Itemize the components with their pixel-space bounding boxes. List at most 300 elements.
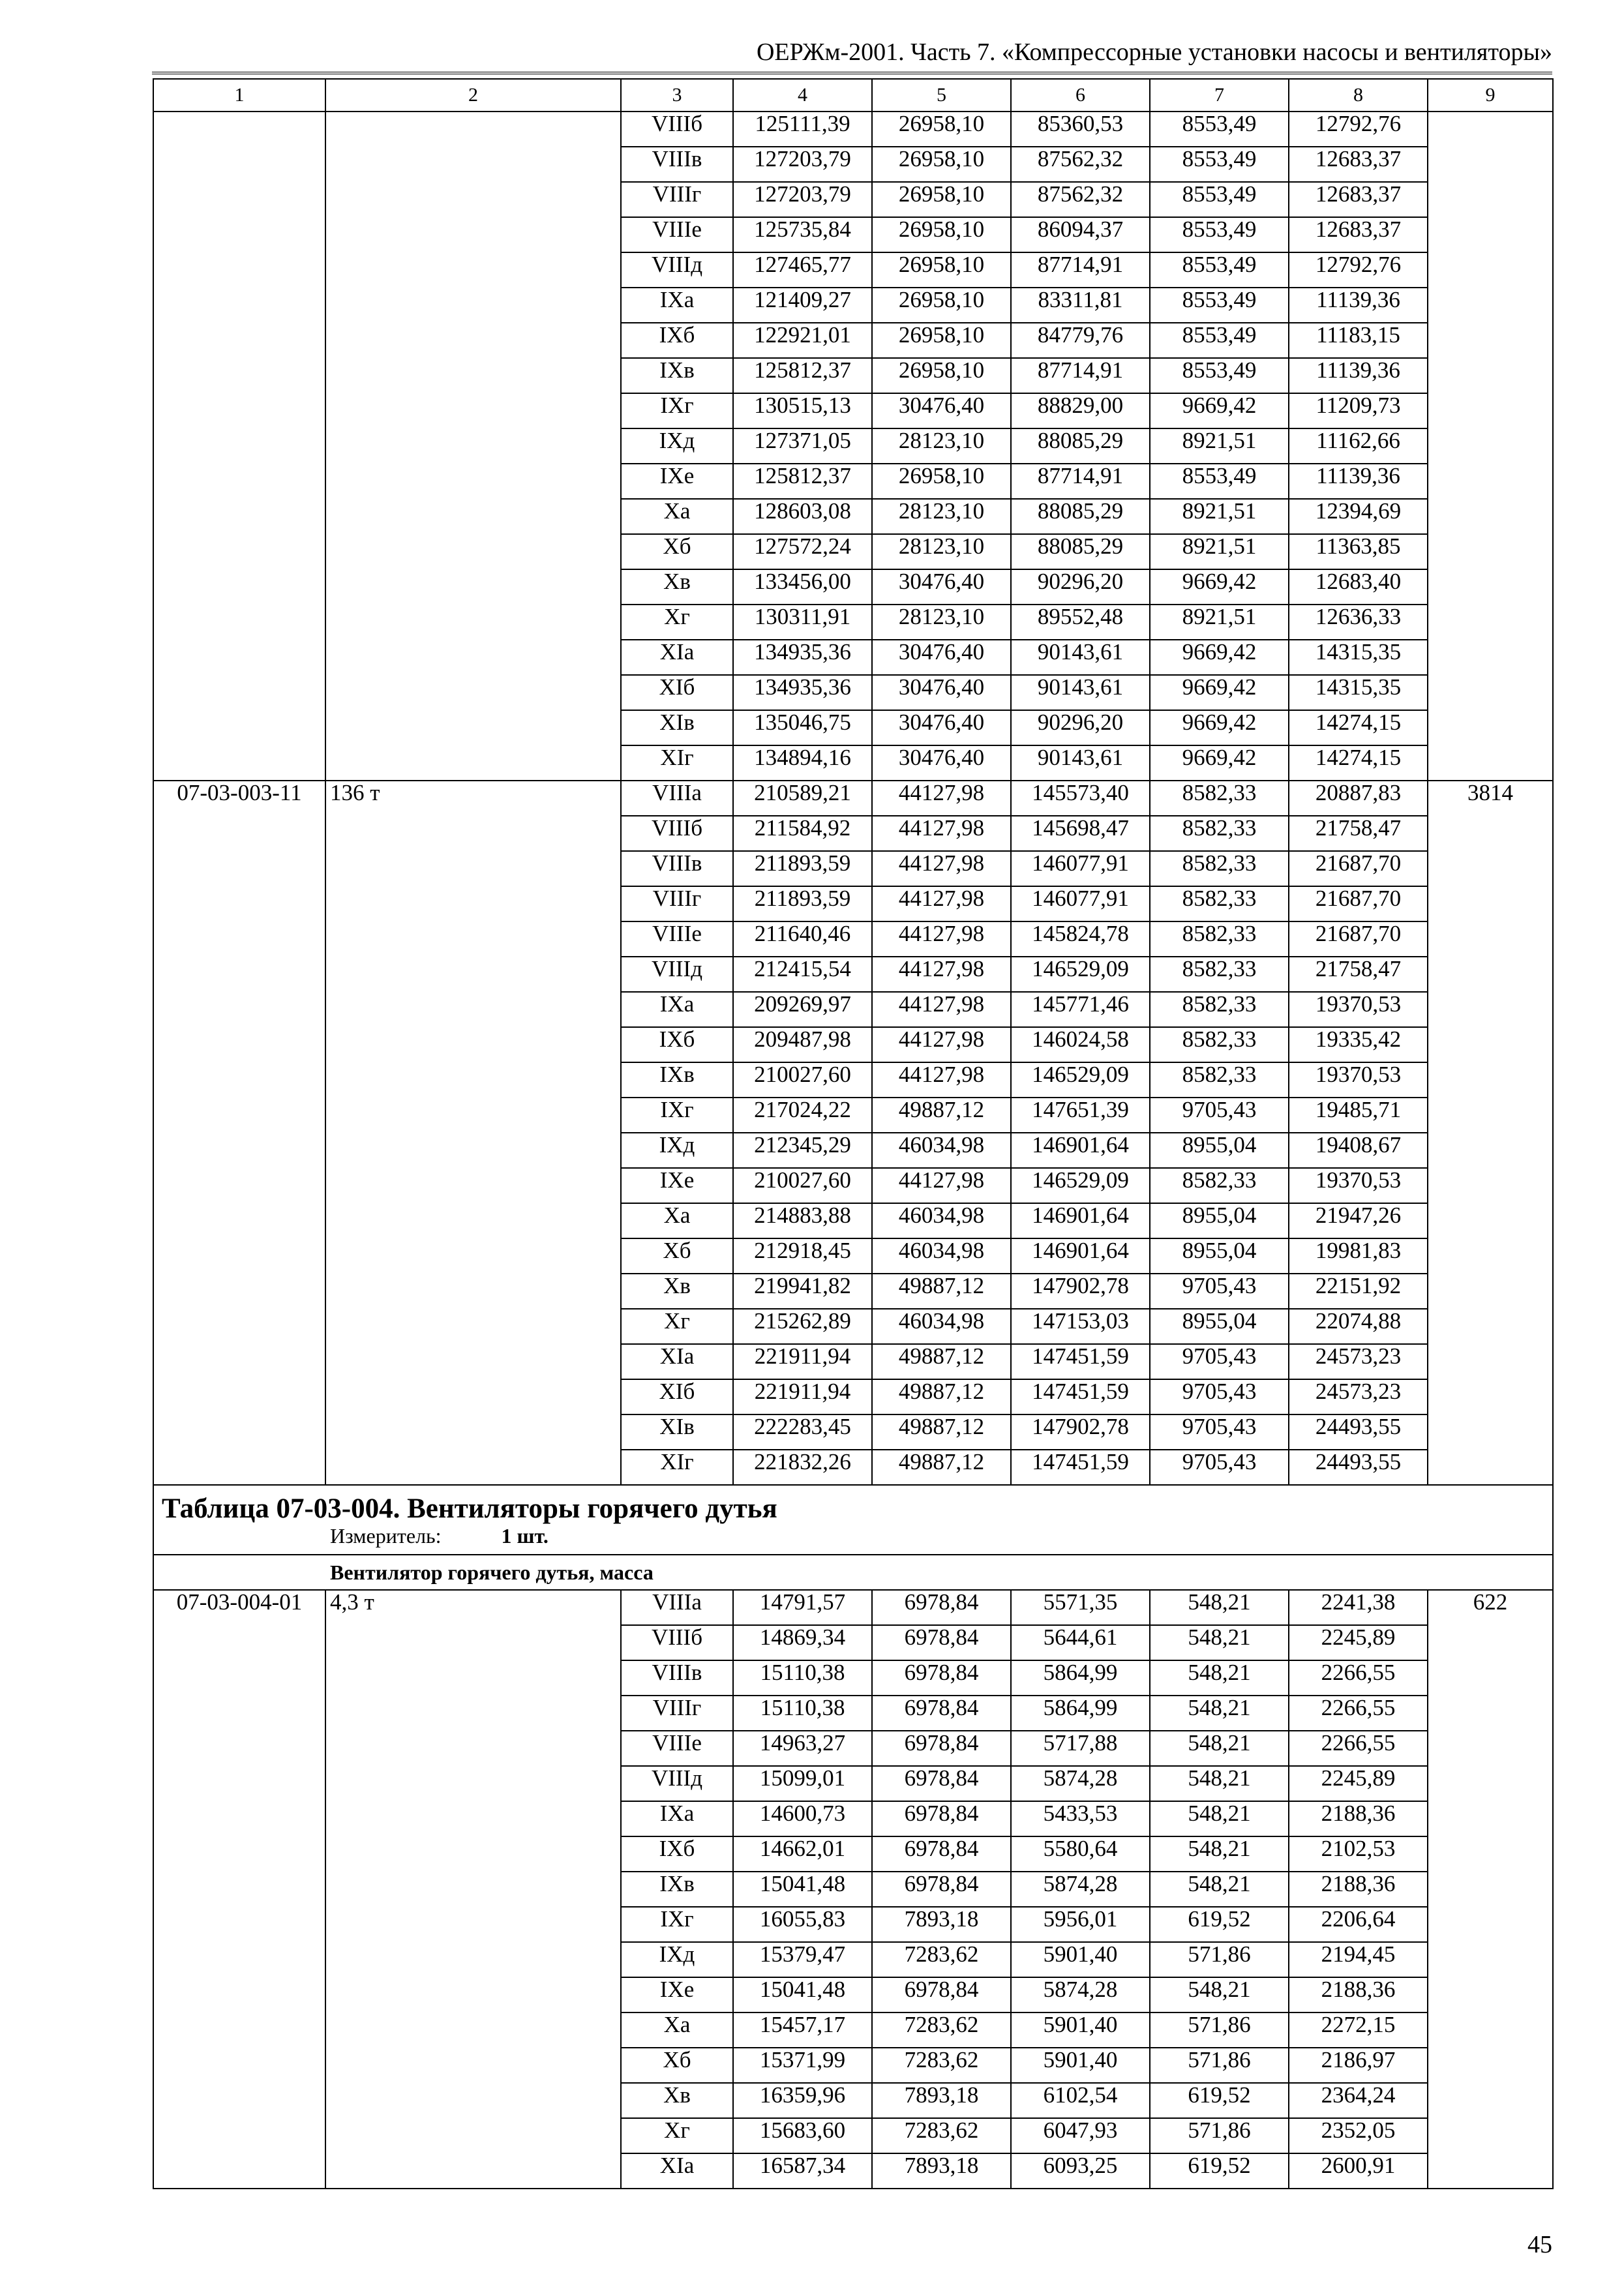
wages: 7893,18 [872,2083,1011,2118]
zone: VIIIа [621,781,733,816]
direct-cost: 211893,59 [733,851,872,886]
materials: 11363,85 [1289,534,1428,569]
materials: 2206,64 [1289,1907,1428,1942]
wages: 28123,10 [872,605,1011,640]
table-title-row [153,1485,1553,1555]
machinist-wages: 9669,42 [1150,710,1289,745]
zone: VIIIб [621,112,733,147]
table-row [153,781,1553,816]
materials: 21758,47 [1289,816,1428,851]
wages: 46034,98 [872,1309,1011,1344]
direct-cost: 133456,00 [733,569,872,605]
materials: 11139,36 [1289,464,1428,499]
machine-operation: 87714,91 [1011,464,1150,499]
machinist-wages: 8582,33 [1150,1027,1289,1062]
zone: Xб [621,534,733,569]
machine-operation: 147902,78 [1011,1414,1150,1450]
zone: IXд [621,428,733,464]
zone: IXа [621,288,733,323]
direct-cost: 135046,75 [733,710,872,745]
wages: 26958,10 [872,182,1011,217]
materials: 21687,70 [1289,921,1428,957]
machine-operation: 5864,99 [1011,1696,1150,1731]
materials: 2102,53 [1289,1836,1428,1872]
machinist-wages: 571,86 [1150,2118,1289,2153]
wages: 6978,84 [872,1836,1011,1872]
wages: 49887,12 [872,1450,1011,1485]
direct-cost: 125111,39 [733,112,872,147]
zone: IXе [621,1977,733,2012]
wages: 6978,84 [872,1696,1011,1731]
machine-operation: 87714,91 [1011,358,1150,393]
materials: 21687,70 [1289,886,1428,921]
machine-operation: 146077,91 [1011,886,1150,921]
zone: VIIIб [621,1625,733,1660]
direct-cost: 210589,21 [733,781,872,816]
wages: 44127,98 [872,886,1011,921]
wages: 30476,40 [872,640,1011,675]
wages: 7283,62 [872,2012,1011,2048]
machinist-wages: 8553,49 [1150,112,1289,147]
wages: 44127,98 [872,1168,1011,1203]
materials: 11139,36 [1289,358,1428,393]
direct-cost: 214883,88 [733,1203,872,1238]
wages: 7283,62 [872,1942,1011,1977]
zone: Xг [621,605,733,640]
materials: 24573,23 [1289,1344,1428,1379]
materials: 22151,92 [1289,1274,1428,1309]
machinist-wages: 548,21 [1150,1872,1289,1907]
materials: 2266,55 [1289,1731,1428,1766]
materials: 11209,73 [1289,393,1428,428]
subheader-row [153,1555,1553,1590]
machinist-wages: 8582,33 [1150,1062,1289,1098]
direct-cost: 127572,24 [733,534,872,569]
direct-cost: 15371,99 [733,2048,872,2083]
materials: 24573,23 [1289,1379,1428,1414]
machinist-wages: 619,52 [1150,2153,1289,2189]
materials: 24493,55 [1289,1414,1428,1450]
zone: VIIIе [621,217,733,252]
wages: 26958,10 [872,217,1011,252]
wages: 7283,62 [872,2118,1011,2153]
wages: 26958,10 [872,147,1011,182]
wages: 26958,10 [872,112,1011,147]
wages: 6978,84 [872,1801,1011,1836]
direct-cost: 125812,37 [733,464,872,499]
materials: 2194,45 [1289,1942,1428,1977]
machinist-wages: 9669,42 [1150,745,1289,781]
wages: 6978,84 [872,1766,1011,1801]
direct-cost: 127465,77 [733,252,872,288]
machine-operation: 5571,35 [1011,1590,1150,1625]
machine-operation: 90143,61 [1011,745,1150,781]
machinist-wages: 8955,04 [1150,1238,1289,1274]
table-row [153,112,1553,147]
materials: 14315,35 [1289,640,1428,675]
item-name: 4,3 т [325,1590,621,2189]
machine-operation: 146077,91 [1011,851,1150,886]
zone: IXг [621,1907,733,1942]
machine-operation: 146901,64 [1011,1238,1150,1274]
machinist-wages: 8553,49 [1150,252,1289,288]
materials: 20887,83 [1289,781,1428,816]
machinist-wages: 548,21 [1150,1731,1289,1766]
direct-cost: 221832,26 [733,1450,872,1485]
wages: 44127,98 [872,1027,1011,1062]
zone: VIIIг [621,182,733,217]
wages: 6978,84 [872,1590,1011,1625]
materials: 12792,76 [1289,252,1428,288]
machinist-wages: 8955,04 [1150,1309,1289,1344]
machine-operation: 88085,29 [1011,534,1150,569]
machine-operation: 88829,00 [1011,393,1150,428]
direct-cost: 221911,94 [733,1379,872,1414]
zone: Xа [621,499,733,534]
table-title: Таблица 07-03-004. Вентиляторы горячего дутья [162,1493,777,1524]
machine-operation: 6102,54 [1011,2083,1150,2118]
materials: 19335,42 [1289,1027,1428,1062]
machinist-wages: 9705,43 [1150,1379,1289,1414]
page-number: 45 [1527,2231,1552,2258]
wages: 30476,40 [872,393,1011,428]
zone: VIIIг [621,1696,733,1731]
direct-cost: 212345,29 [733,1133,872,1168]
measure-unit: 1 шт. [501,1524,549,1548]
zone: VIIIв [621,851,733,886]
machine-operation: 88085,29 [1011,499,1150,534]
machine-operation: 146901,64 [1011,1203,1150,1238]
materials: 2600,91 [1289,2153,1428,2189]
machinist-wages: 8553,49 [1150,323,1289,358]
zone: Xа [621,1203,733,1238]
direct-cost: 212918,45 [733,1238,872,1274]
machinist-wages: 548,21 [1150,1696,1289,1731]
zone: IXа [621,992,733,1027]
direct-cost: 16055,83 [733,1907,872,1942]
wages: 28123,10 [872,499,1011,534]
column-numbers-row [153,79,1553,112]
direct-cost: 15457,17 [733,2012,872,2048]
zone: XIб [621,675,733,710]
machine-operation: 146529,09 [1011,957,1150,992]
materials: 2245,89 [1289,1766,1428,1801]
rates-table [153,78,1554,2189]
column-number: 9 [1428,79,1553,112]
machinist-wages: 548,21 [1150,1625,1289,1660]
direct-cost: 15683,60 [733,2118,872,2153]
materials: 12683,40 [1289,569,1428,605]
materials: 12683,37 [1289,182,1428,217]
machinist-wages: 8582,33 [1150,921,1289,957]
machine-operation: 5644,61 [1011,1625,1150,1660]
column-number: 6 [1011,79,1150,112]
labor-hours: 622 [1428,1590,1553,2189]
direct-cost: 211893,59 [733,886,872,921]
materials: 19370,53 [1289,1062,1428,1098]
wages: 44127,98 [872,921,1011,957]
direct-cost: 217024,22 [733,1098,872,1133]
machinist-wages: 9705,43 [1150,1274,1289,1309]
machine-operation: 145573,40 [1011,781,1150,816]
machine-operation: 88085,29 [1011,428,1150,464]
zone: IXб [621,323,733,358]
materials: 19408,67 [1289,1133,1428,1168]
machinist-wages: 9705,43 [1150,1450,1289,1485]
machine-operation: 6093,25 [1011,2153,1150,2189]
machinist-wages: 8582,33 [1150,781,1289,816]
direct-cost: 15041,48 [733,1977,872,2012]
zone: Xб [621,1238,733,1274]
direct-cost: 221911,94 [733,1344,872,1379]
wages: 30476,40 [872,745,1011,781]
direct-cost: 14963,27 [733,1731,872,1766]
machinist-wages: 548,21 [1150,1801,1289,1836]
materials: 24493,55 [1289,1450,1428,1485]
machinist-wages: 8582,33 [1150,886,1289,921]
materials: 2241,38 [1289,1590,1428,1625]
materials: 12683,37 [1289,217,1428,252]
direct-cost: 210027,60 [733,1062,872,1098]
zone: IXб [621,1836,733,1872]
wages: 7893,18 [872,1907,1011,1942]
materials: 11139,36 [1289,288,1428,323]
rate-code: 07-03-004-01 [153,1590,325,2189]
machinist-wages: 8921,51 [1150,605,1289,640]
zone: IXг [621,1098,733,1133]
materials: 2186,97 [1289,2048,1428,2083]
machinist-wages: 619,52 [1150,1907,1289,1942]
machine-operation: 87562,32 [1011,147,1150,182]
machinist-wages: 8553,49 [1150,288,1289,323]
zone: Xв [621,1274,733,1309]
zone: XIг [621,1450,733,1485]
machine-operation: 5901,40 [1011,2048,1150,2083]
materials: 12792,76 [1289,112,1428,147]
direct-cost: 210027,60 [733,1168,872,1203]
wages: 6978,84 [872,1977,1011,2012]
zone: IXд [621,1942,733,1977]
direct-cost: 209269,97 [733,992,872,1027]
measure-line [159,1525,1547,1549]
machine-operation: 147451,59 [1011,1379,1150,1414]
machine-operation: 147451,59 [1011,1450,1150,1485]
zone: XIа [621,640,733,675]
machine-operation: 147451,59 [1011,1344,1150,1379]
wages: 30476,40 [872,710,1011,745]
machine-operation: 85360,53 [1011,112,1150,147]
materials: 11183,15 [1289,323,1428,358]
wages: 7283,62 [872,2048,1011,2083]
machinist-wages: 571,86 [1150,2012,1289,2048]
machinist-wages: 571,86 [1150,1942,1289,1977]
zone: Xв [621,569,733,605]
machine-operation: 90296,20 [1011,710,1150,745]
direct-cost: 130515,13 [733,393,872,428]
machine-operation: 87714,91 [1011,252,1150,288]
wages: 44127,98 [872,851,1011,886]
zone: VIIIб [621,816,733,851]
table-row [153,1590,1553,1625]
machinist-wages: 9705,43 [1150,1414,1289,1450]
materials: 2188,36 [1289,1801,1428,1836]
wages: 6978,84 [872,1660,1011,1696]
machine-operation: 146901,64 [1011,1133,1150,1168]
machine-operation: 84779,76 [1011,323,1150,358]
machine-operation: 89552,48 [1011,605,1150,640]
zone: IXа [621,1801,733,1836]
materials: 11162,66 [1289,428,1428,464]
machine-operation: 6047,93 [1011,2118,1150,2153]
materials: 12683,37 [1289,147,1428,182]
direct-cost: 15110,38 [733,1696,872,1731]
machinist-wages: 8955,04 [1150,1203,1289,1238]
wages: 26958,10 [872,464,1011,499]
machinist-wages: 8582,33 [1150,992,1289,1027]
zone: XIв [621,710,733,745]
machine-operation: 90296,20 [1011,569,1150,605]
machine-operation: 147902,78 [1011,1274,1150,1309]
direct-cost: 15041,48 [733,1872,872,1907]
wages: 26958,10 [872,358,1011,393]
zone: XIв [621,1414,733,1450]
machinist-wages: 8582,33 [1150,816,1289,851]
machinist-wages: 548,21 [1150,1660,1289,1696]
direct-cost: 128603,08 [733,499,872,534]
machine-operation: 83311,81 [1011,288,1150,323]
machine-operation: 90143,61 [1011,640,1150,675]
zone: XIг [621,745,733,781]
zone: VIIIа [621,1590,733,1625]
column-number: 2 [325,79,621,112]
machine-operation: 5901,40 [1011,2012,1150,2048]
materials: 12636,33 [1289,605,1428,640]
materials: 22074,88 [1289,1309,1428,1344]
machinist-wages: 9669,42 [1150,393,1289,428]
wages: 49887,12 [872,1414,1011,1450]
materials: 14274,15 [1289,745,1428,781]
direct-cost: 125812,37 [733,358,872,393]
zone: VIIIв [621,147,733,182]
item-name: 136 т [325,781,621,1485]
machine-operation: 145771,46 [1011,992,1150,1027]
machine-operation: 147153,03 [1011,1309,1150,1344]
zone: VIIIе [621,1731,733,1766]
direct-cost: 212415,54 [733,957,872,992]
direct-cost: 14791,57 [733,1590,872,1625]
machinist-wages: 548,21 [1150,1766,1289,1801]
machine-operation: 5901,40 [1011,1942,1150,1977]
direct-cost: 14600,73 [733,1801,872,1836]
zone: Xв [621,2083,733,2118]
machinist-wages: 8553,49 [1150,464,1289,499]
zone: Xб [621,2048,733,2083]
item-name [325,112,621,781]
machine-operation: 87562,32 [1011,182,1150,217]
column-number: 4 [733,79,872,112]
machinist-wages: 8955,04 [1150,1133,1289,1168]
zone: XIа [621,1344,733,1379]
table-title-cell [153,1485,1553,1555]
wages: 46034,98 [872,1133,1011,1168]
wages: 44127,98 [872,781,1011,816]
zone: IXе [621,464,733,499]
column-number: 8 [1289,79,1428,112]
materials: 21947,26 [1289,1203,1428,1238]
materials: 2188,36 [1289,1872,1428,1907]
zone: Xг [621,1309,733,1344]
zone: VIIIд [621,1766,733,1801]
machine-operation: 90143,61 [1011,675,1150,710]
direct-cost: 127203,79 [733,182,872,217]
direct-cost: 134935,36 [733,675,872,710]
materials: 2272,15 [1289,2012,1428,2048]
zone: Xг [621,2118,733,2153]
machine-operation: 146529,09 [1011,1168,1150,1203]
machine-operation: 5874,28 [1011,1872,1150,1907]
wages: 28123,10 [872,428,1011,464]
wages: 6978,84 [872,1625,1011,1660]
machinist-wages: 8553,49 [1150,358,1289,393]
zone: VIIIе [621,921,733,957]
direct-cost: 121409,27 [733,288,872,323]
machine-operation: 146024,58 [1011,1027,1150,1062]
machinist-wages: 8921,51 [1150,534,1289,569]
direct-cost: 134894,16 [733,745,872,781]
machine-operation: 5717,88 [1011,1731,1150,1766]
machinist-wages: 8921,51 [1150,428,1289,464]
machine-operation: 5433,53 [1011,1801,1150,1836]
machinist-wages: 8553,49 [1150,217,1289,252]
direct-cost: 211640,46 [733,921,872,957]
subheader: Вентилятор горячего дутья, масса [153,1555,1553,1590]
rate-code [153,112,325,781]
direct-cost: 15110,38 [733,1660,872,1696]
materials: 2364,24 [1289,2083,1428,2118]
direct-cost: 134935,36 [733,640,872,675]
machinist-wages: 9705,43 [1150,1098,1289,1133]
wages: 44127,98 [872,957,1011,992]
materials: 2352,05 [1289,2118,1428,2153]
direct-cost: 15099,01 [733,1766,872,1801]
machine-operation: 145824,78 [1011,921,1150,957]
machinist-wages: 548,21 [1150,1590,1289,1625]
zone: VIIIв [621,1660,733,1696]
materials: 21758,47 [1289,957,1428,992]
machine-operation: 146529,09 [1011,1062,1150,1098]
measure-label: Измеритель: [330,1524,442,1548]
header-rule [152,72,1552,74]
direct-cost: 16359,96 [733,2083,872,2118]
wages: 6978,84 [872,1872,1011,1907]
direct-cost: 130311,91 [733,605,872,640]
materials: 19485,71 [1289,1098,1428,1133]
zone: IXв [621,358,733,393]
zone: IXв [621,1062,733,1098]
direct-cost: 14869,34 [733,1625,872,1660]
rate-code: 07-03-003-11 [153,781,325,1485]
wages: 49887,12 [872,1379,1011,1414]
machine-operation: 86094,37 [1011,217,1150,252]
machinist-wages: 548,21 [1150,1977,1289,2012]
materials: 2266,55 [1289,1696,1428,1731]
running-header: ОЕРЖм-2001. Часть 7. «Компрессорные установки насосы и вентиляторы» [756,38,1552,66]
machinist-wages: 8921,51 [1150,499,1289,534]
materials: 2245,89 [1289,1625,1428,1660]
machinist-wages: 8582,33 [1150,957,1289,992]
machinist-wages: 8582,33 [1150,851,1289,886]
zone: IXе [621,1168,733,1203]
